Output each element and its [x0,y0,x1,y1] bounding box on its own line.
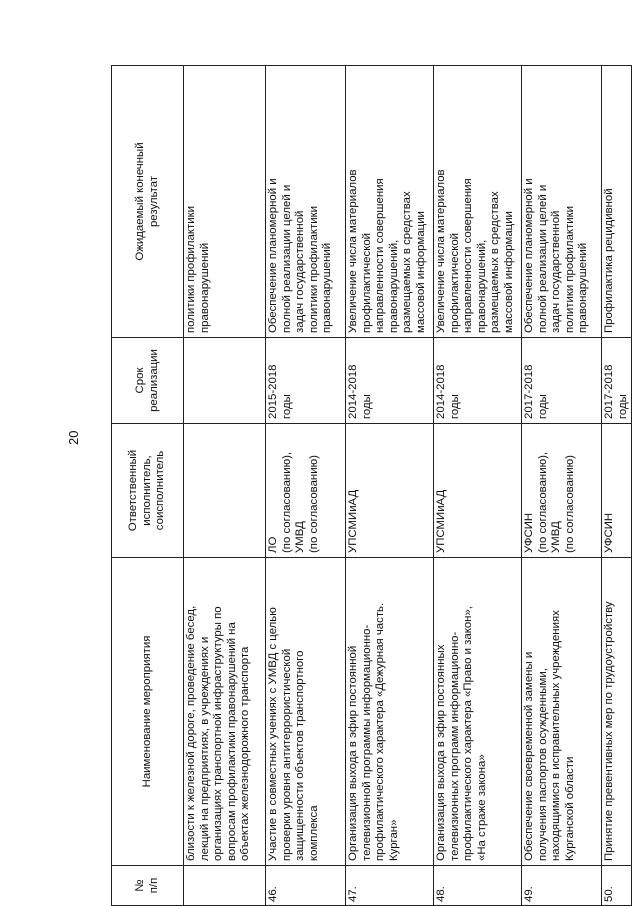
row-responsible: УФСИН (по согласованию), УМВД (по согласованию) [522,424,602,558]
table-row [602,66,632,906]
header-action: Наименование мероприятия [112,558,184,866]
row-action: Участие в совместных учениях с УМВД с целью проверки уровня антитеррористической защищенности объектов транспортного комплекса [266,558,346,866]
row-number: 50. [602,866,632,906]
table-row [434,66,522,906]
header-number: № п/п [112,866,184,906]
row-action: близости к железной дороге, проведение бесед, лекций на предприятиях, в учреждениях и организациях транспортной инфраструктуры по вопросам профилактики правонарушений на объектах железнодорожного транспорта [184,558,266,866]
row-term: 2014-2018 годы [346,338,434,424]
table-row [346,66,434,906]
row-term: 2017-2018 годы [522,338,602,424]
row-number [184,866,266,906]
row-action: Обеспечение своевременной замены и получения паспортов осужденными, находящимися в исправительных учреждениях Курганской области [522,558,602,866]
row-term: 2014-2018 годы [434,338,522,424]
row-responsible: ЛО (по согласованию), УМВД (по согласованию) [266,424,346,558]
table-row [184,66,266,906]
row-number: 46. [266,866,346,906]
row-result: Увеличение числа материалов профилактической направленности совершения правонарушений, размещаемых в средствах массовой информации [434,66,522,338]
row-term: 2017-2018 годы [602,338,632,424]
row-term [184,338,266,424]
row-action: Организация выхода в эфир постоянных телевизионных программ информационно- профилактического характера «Право и закон», «На страже закона» [434,558,522,866]
table-header-row [112,66,184,906]
row-responsible: УФСИН [602,424,632,558]
rotated-document-sheet [111,66,629,906]
row-number: 48. [434,866,522,906]
row-result: Профилактика рецидивной [602,66,632,338]
row-responsible: УПСМИиАД [346,424,434,558]
row-result: Увеличение числа материалов профилактической направленности совершения правонарушений, размещаемых в средствах массовой информации [346,66,434,338]
row-result: Обеспечение планомерной и полной реализации целей и задач государственной политики профилактики правонарушений [522,66,602,338]
header-responsible: Ответственный исполнитель, соисполнитель [112,424,184,558]
row-number: 49. [522,866,602,906]
header-result: Ожидаемый конечный результат [112,66,184,338]
table-row [522,66,602,906]
row-result: Обеспечение планомерной и полной реализации целей и задач государственной политики профилактики правонарушений [266,66,346,338]
measures-table [111,65,632,906]
row-responsible [184,424,266,558]
row-action: Организация выхода в эфир постоянной телевизионной программы информационно- профилактического характера «Дежурная часть. Курган» [346,558,434,866]
table-row [266,66,346,906]
row-responsible: УПСМИиАД [434,424,522,558]
row-number: 47. [346,866,434,906]
page-number: 20 [66,430,81,445]
row-term: 2015-2018 годы [266,338,346,424]
row-action: Принятие превентивных мер по трудоустройству [602,558,632,866]
row-result: политики профилактики правонарушений [184,66,266,338]
header-term: Срок реализации [112,338,184,424]
